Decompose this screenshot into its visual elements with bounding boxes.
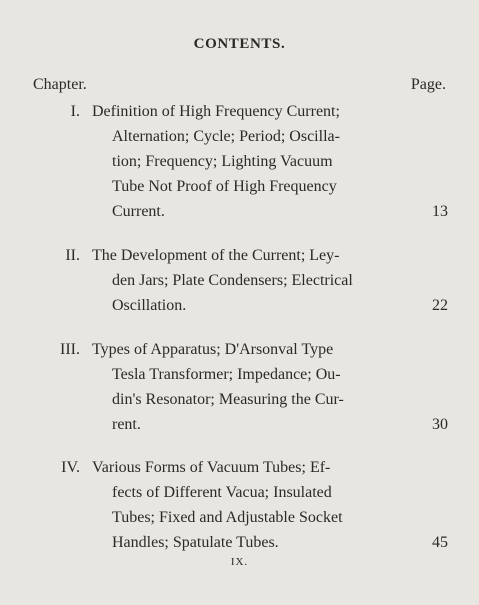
description-line: rent.	[112, 416, 141, 433]
description-line: Handles; Spatulate Tubes.	[112, 534, 279, 551]
chapter-description	[92, 337, 414, 437]
description-line: Tesla Transformer; Impedance; Ou-	[112, 366, 341, 383]
description-line: The Development of the Current; Ley-	[92, 247, 340, 264]
chapter-number: I.	[70, 103, 80, 120]
chapter-column-header: Chapter.	[33, 76, 87, 93]
description-line: Current.	[112, 203, 165, 220]
description-line: fects of Different Vacua; Insulated	[112, 484, 332, 501]
folio-page-number: IX.	[230, 556, 249, 568]
chapter-number: IV.	[61, 459, 80, 476]
page-title: CONTENTS.	[193, 36, 286, 52]
description-line: Types of Apparatus; D'Arsonval Type	[92, 341, 334, 358]
page-column-header: Page.	[410, 76, 446, 93]
description-line: Tubes; Fixed and Adjustable Socket	[112, 509, 343, 526]
page-number: 45	[432, 534, 448, 551]
description-line: Tube Not Proof of High Frequency	[112, 178, 337, 195]
description-line: Alternation; Cycle; Period; Oscilla-	[112, 128, 340, 145]
description-line: den Jars; Plate Condensers; Electrical	[112, 272, 353, 289]
chapter-description	[92, 99, 414, 224]
page-number: 30	[432, 416, 448, 433]
description-line: Oscillation.	[112, 297, 187, 314]
description-line: tion; Frequency; Lighting Vacuum	[112, 153, 333, 170]
page-number: 22	[432, 297, 448, 314]
chapter-description	[92, 243, 414, 318]
description-line: din's Resonator; Measuring the Cur-	[112, 391, 344, 408]
description-line: Definition of High Frequency Current;	[92, 103, 340, 120]
page-number: 13	[432, 203, 448, 220]
chapter-description	[92, 455, 414, 555]
description-line: Various Forms of Vacuum Tubes; Ef-	[92, 459, 331, 476]
chapter-number: III.	[60, 341, 80, 358]
chapter-number: II.	[65, 247, 80, 264]
